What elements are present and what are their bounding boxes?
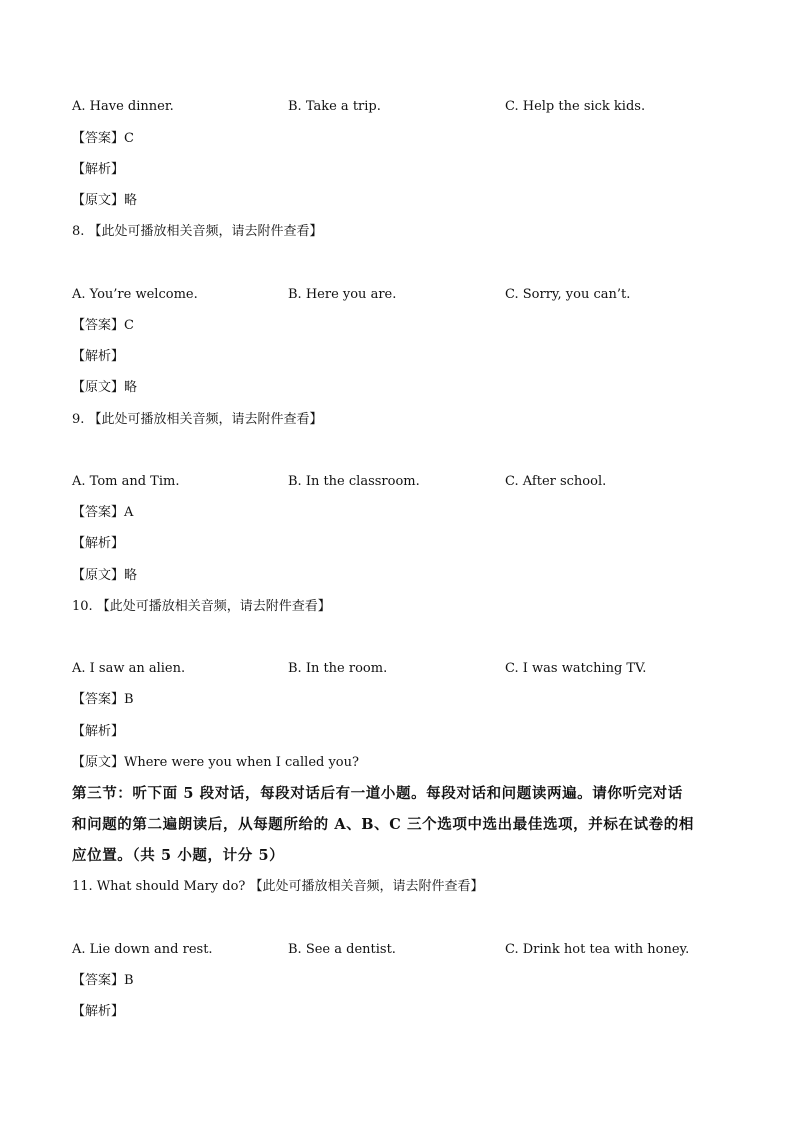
q7-option-b: B. Take a trip. xyxy=(288,99,381,114)
q10-answer: 【答案】B xyxy=(72,692,134,707)
section3-heading-line1: 第三节：听下面 5 段对话，每段对话后有一道小题。每段对话和问题读两遍。请你听完对话 xyxy=(72,785,683,802)
q9-analysis: 【解析】 xyxy=(72,536,125,551)
q7-option-a: A. Have dinner. xyxy=(72,99,174,114)
q7-analysis: 【解析】 xyxy=(72,162,125,177)
q10-option-b: B. In the room. xyxy=(288,661,388,676)
q10-analysis: 【解析】 xyxy=(72,724,125,739)
q11-prompt: 11. What should Mary do? 【此处可播放相关音频，请去附件查看】 xyxy=(72,879,484,894)
q8-prompt: 8. 【此处可播放相关音频，请去附件查看】 xyxy=(72,224,323,239)
q9-option-b: B. In the classroom. xyxy=(288,474,420,489)
q10-option-c: C. I was watching TV. xyxy=(505,661,647,676)
q8-answer: 【答案】C xyxy=(72,318,134,333)
q10-option-a: A. I saw an alien. xyxy=(72,661,186,676)
q11-option-c: C. Drink hot tea with honey. xyxy=(505,942,690,957)
q7-answer: 【答案】C xyxy=(72,131,134,146)
q8-analysis: 【解析】 xyxy=(72,349,125,364)
q10-original: 【原文】Where were you when I called you? xyxy=(72,755,359,770)
q9-answer: 【答案】A xyxy=(72,505,134,520)
q11-options xyxy=(72,940,722,960)
q9-option-c: C. After school. xyxy=(505,474,607,489)
q7-options xyxy=(72,97,722,117)
q9-options xyxy=(72,472,722,492)
q9-prompt: 9. 【此处可播放相关音频，请去附件查看】 xyxy=(72,412,323,427)
q11-analysis: 【解析】 xyxy=(72,1004,125,1019)
q11-option-b: B. See a dentist. xyxy=(288,942,396,957)
q8-option-c: C. Sorry, you can’t. xyxy=(505,287,631,302)
q7-option-c: C. Help the sick kids. xyxy=(505,99,646,114)
q9-original: 【原文】略 xyxy=(72,568,138,583)
q11-option-a: A. Lie down and rest. xyxy=(72,942,213,957)
q7-original: 【原文】略 xyxy=(72,193,138,208)
q8-options xyxy=(72,285,722,305)
q8-option-b: B. Here you are. xyxy=(288,287,397,302)
q9-option-a: A. Tom and Tim. xyxy=(72,474,180,489)
section3-heading-line3: 应位置。（共 5 小题，计分 5） xyxy=(72,847,285,864)
section3-heading-line2: 和问题的第二遍朗读后，从每题所给的 A、B、C 三个选项中选出最佳选项，并标在试卷的相 xyxy=(72,816,694,833)
q8-option-a: A. You’re welcome. xyxy=(72,287,198,302)
q10-options xyxy=(72,659,722,679)
q8-original: 【原文】略 xyxy=(72,380,138,395)
q10-prompt: 10. 【此处可播放相关音频，请去附件查看】 xyxy=(72,599,331,614)
q11-answer: 【答案】B xyxy=(72,973,134,988)
